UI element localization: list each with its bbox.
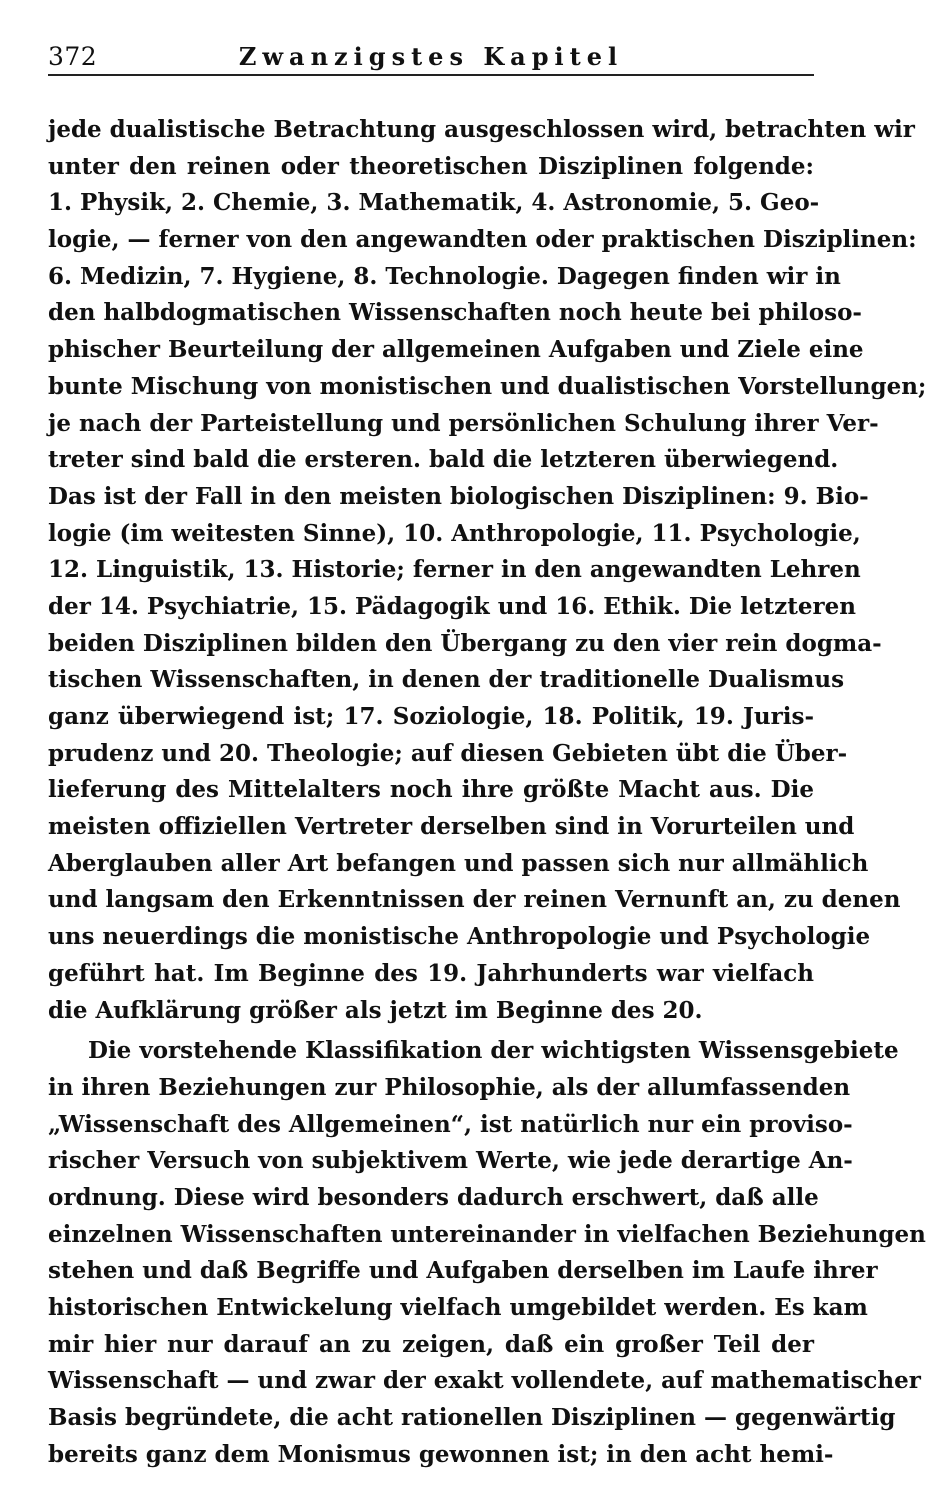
text-line: den halbdogmatischen Wissenschaften noch heute bei philoso- [48, 299, 862, 327]
text-line: mir hier nur darauf an zu zeigen, daß ein großer Teil der [48, 1330, 814, 1358]
text-line: 1. Physik, 2. Chemie, 3. Mathematik, 4. Astronomie, 5. Geo- [48, 189, 820, 217]
text-line: Das ist der Fall in den meisten biologischen Disziplinen: 9. Bio- [48, 482, 869, 510]
text-line: 12. Linguistik, 13. Historie; ferner in den angewandten Lehren [48, 556, 861, 584]
text-line: stehen und daß Begriffe und Aufgaben derselben im Laufe ihrer [48, 1257, 878, 1285]
text-line: geführt hat. Im Beginne des 19. Jahrhunderts war vielfach [48, 959, 814, 987]
running-head: Zwanzigstes Kapitel [238, 42, 624, 71]
text-line: einzelnen Wissenschaften untereinander in vielfachen Beziehungen [48, 1220, 926, 1248]
paragraph [48, 112, 926, 1029]
text-line: historischen Entwickelung vielfach umgebildet werden. Es kam [48, 1294, 868, 1321]
text-line: Basis begründete, die acht rationellen Disziplinen — gegenwärtig [48, 1404, 896, 1432]
text-line: tischen Wissenschaften, in denen der traditionelle Dualismus [48, 666, 845, 694]
text-line: meisten offiziellen Vertreter derselben sind in Vorurteilen und [48, 813, 855, 841]
text-line: logie, — ferner von den angewandten oder praktischen Disziplinen: [48, 226, 917, 254]
text-line: bunte Mischung von monistischen und dualistischen Vorstellungen; [48, 372, 926, 400]
text-line: logie (im weitesten Sinne), 10. Anthropologie, 11. Psychologie, [48, 519, 861, 547]
text-line: die Aufklärung größer als jetzt im Beginne des 20. [48, 996, 703, 1024]
text-line: rischer Versuch von subjektivem Werte, wie jede derartige An- [48, 1147, 853, 1175]
page-header [48, 40, 814, 76]
text-line: jede dualistische Betrachtung ausgeschlossen wird, betrachten wir [48, 116, 915, 143]
text-line: „Wissenschaft des Allgemeinen“, ist natürlich nur ein proviso- [48, 1110, 853, 1138]
text-line: treter sind bald die ersteren. bald die letzteren überwiegend. [48, 446, 839, 474]
text-line: und langsam den Erkenntnissen der reinen Vernunft an, zu denen [48, 886, 901, 914]
text-line: Wissenschaft — und zwar der exakt vollendete, auf mathematischer [48, 1367, 921, 1395]
body-text [48, 112, 926, 1473]
text-line: Die vorstehende Klassifikation der wichtigsten Wissensgebiete [88, 1037, 899, 1065]
text-line: in ihren Beziehungen zur Philosophie, als der allumfassenden [48, 1073, 851, 1101]
book-page [48, 0, 926, 1496]
text-line: bereits ganz dem Monismus gewonnen ist; in den acht hemi- [48, 1440, 834, 1468]
text-line: ganz überwiegend ist; 17. Soziologie, 18. Politik, 19. Juris- [48, 703, 814, 730]
text-line: lieferung des Mittelalters noch ihre größte Macht aus. Die [48, 776, 814, 804]
text-line: 6. Medizin, 7. Hygiene, 8. Technologie. Dagegen finden wir in [48, 262, 841, 290]
text-line: ordnung. Diese wird besonders dadurch erschwert, daß alle [48, 1183, 819, 1211]
text-line: Aberglauben aller Art befangen und passen sich nur allmählich [48, 849, 869, 877]
text-line: unter den reinen oder theoretischen Disziplinen folgende: [48, 152, 814, 180]
text-line: prudenz und 20. Theologie; auf diesen Gebieten übt die Über- [48, 739, 848, 767]
text-line: beiden Disziplinen bilden den Übergang zu den vier rein dogma- [48, 629, 882, 657]
text-line: phischer Beurteilung der allgemeinen Aufgaben und Ziele eine [48, 336, 864, 364]
text-line: je nach der Parteistellung und persönlichen Schulung ihrer Ver- [48, 409, 879, 437]
text-line: der 14. Psychiatrie, 15. Pädagogik und 16. Ethik. Die letzteren [48, 592, 856, 620]
page-number: 372 [48, 42, 98, 71]
paragraph [48, 1033, 926, 1473]
text-line: uns neuerdings die monistische Anthropologie und Psychologie [48, 923, 871, 951]
